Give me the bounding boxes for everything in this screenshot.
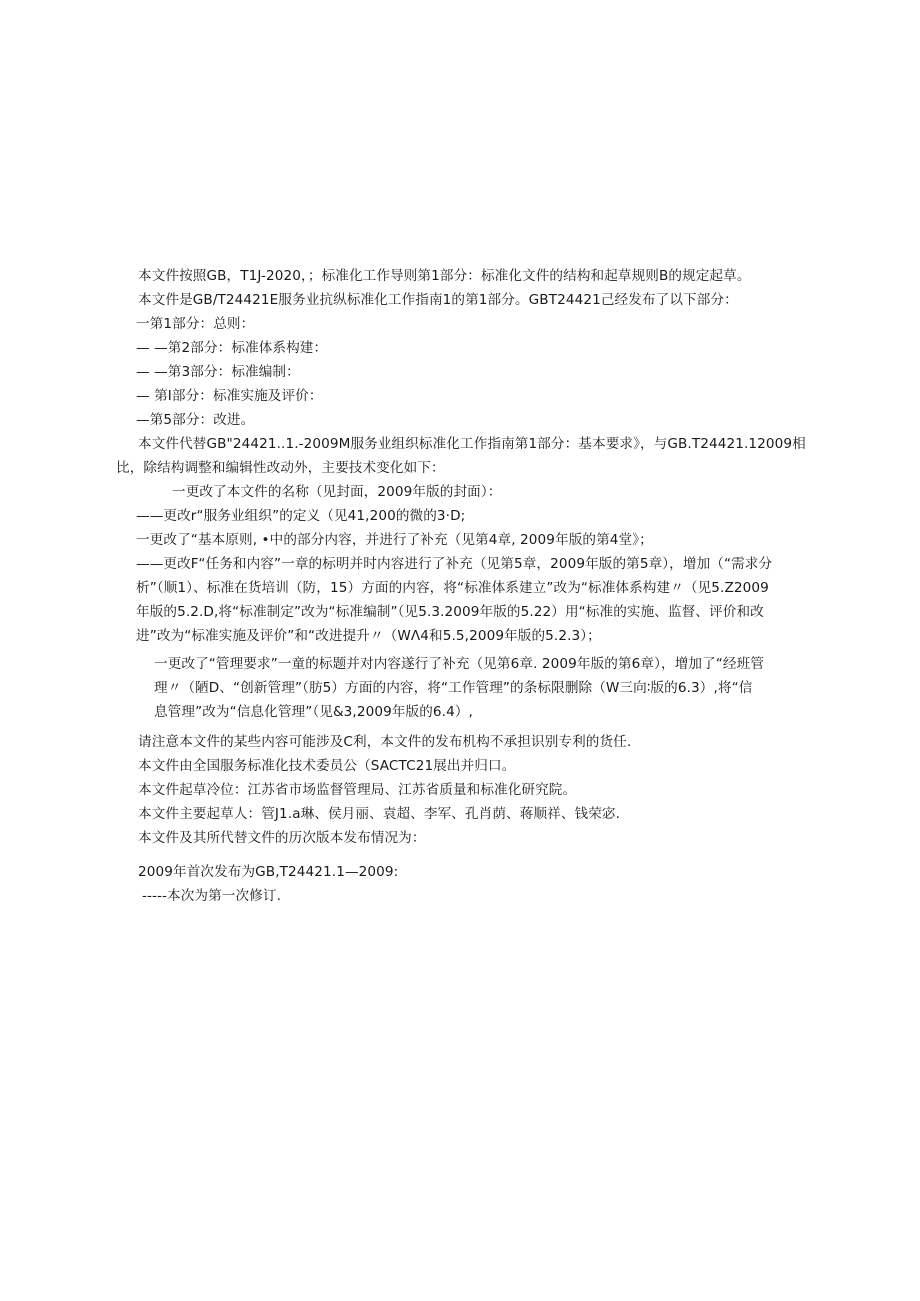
- change-item-5-line2: 理〃（陋D、“创新管理”（肪5）方面的内容，将“工作管理”的条标限删除（W三向∶版的6.3）,将“信: [154, 680, 753, 696]
- history-item-1: 2009年首次发布为GB,T24421.1—2009:: [138, 864, 399, 880]
- change-item-4-line4: 进”改为“标准实施及评价”和“改进提升〃（WΛ4和5.5,2009年版的5.2.3）；: [136, 628, 601, 644]
- main-drafters: 本文件主要起草人：管J1.a琳、侯月丽、袁超、李军、孔肖荫、蒋顺祥、钱荣宓.: [138, 806, 621, 822]
- series-statement: 本文件是GB/T24421E服务业抗纵标准化工作指南1的第1部分。GBT24421己经发布了以下部分：: [138, 292, 738, 308]
- replacement-statement-line2: 比，除结构调整和编辑性改动外，主要技术变化如下：: [116, 460, 445, 476]
- replacement-statement-line1: 本文件代替GB"24421..1.-2009M服务业组织标准化工作指南第1部分：基本要求》，与GB.T24421.12009相: [138, 436, 806, 452]
- part-item-5: —第5部分：改进。: [136, 412, 255, 428]
- change-item-5-line1: 一更改了“管理要求”一童的标题并对内容遂行了补充（见第6章. 2009年版的第6章），增加了“经班管: [154, 656, 765, 672]
- change-item-1: 一更改了本文件的名称（见封面，2009年版的封面）：: [172, 484, 502, 500]
- change-item-4-line2: 析”（顺1）、标准在货培训（防，15）方面的内容，将“标准体系建立”改为“标准体系构建〃（见5.Z2009: [136, 580, 769, 596]
- part-item-4: — 第I部分：标准实施及评价：: [136, 388, 323, 404]
- foreword-body: [116, 264, 866, 908]
- history-item-2: -----本次为第一次修订.: [142, 888, 281, 904]
- drafting-rules-statement: 本文件按照GB，T1J-2020，；标准化工作导则第1部分：标准化文件的结构和起草规则B的规定起草。: [138, 268, 751, 284]
- part-item-1: 一第1部分：总则：: [136, 316, 255, 332]
- change-item-3: 一更改了“基本原则, •中的部分内容，并进行了补充（见第4章, 2009年版的第4堂》；: [136, 532, 653, 548]
- part-item-2: — —第2部分：标准体系构建：: [136, 340, 328, 356]
- drafting-units: 本文件起草冷位：江苏省市场监督管理局、江苏省质量和标准化研究院。: [138, 782, 577, 798]
- change-item-5-line3: 息管理”改为“信息化管理”（见&3,2009年版的6.4）,: [154, 704, 473, 720]
- change-item-2: ——更改r“服务业组织”的定义（见41,200的微的3·D;: [136, 508, 466, 524]
- history-intro: 本文件及其所代替文件的历次版本发布情况为：: [138, 830, 426, 846]
- part-item-3: — —第3部分：标准编制：: [136, 364, 300, 380]
- change-item-4-line3: 年版的5.2.D,将“标准制定”改为“标准编制”（见5.3.2009年版的5.22）用“标准的实施、监督、评价和改: [136, 604, 764, 620]
- proposer-statement: 本文件由全国服务标准化技术委员公（SACTC21展出并归口。: [138, 758, 516, 774]
- patent-notice: 请注意本文件的某些内容可能涉及C利，本文件的发布机构不承担识别专利的货任.: [138, 734, 632, 750]
- change-item-4-line1: ——更改F“任务和内容”一章的标明并时内容进行了补充（见第5章，2009年版的第5章），增加（“需求分: [136, 556, 773, 572]
